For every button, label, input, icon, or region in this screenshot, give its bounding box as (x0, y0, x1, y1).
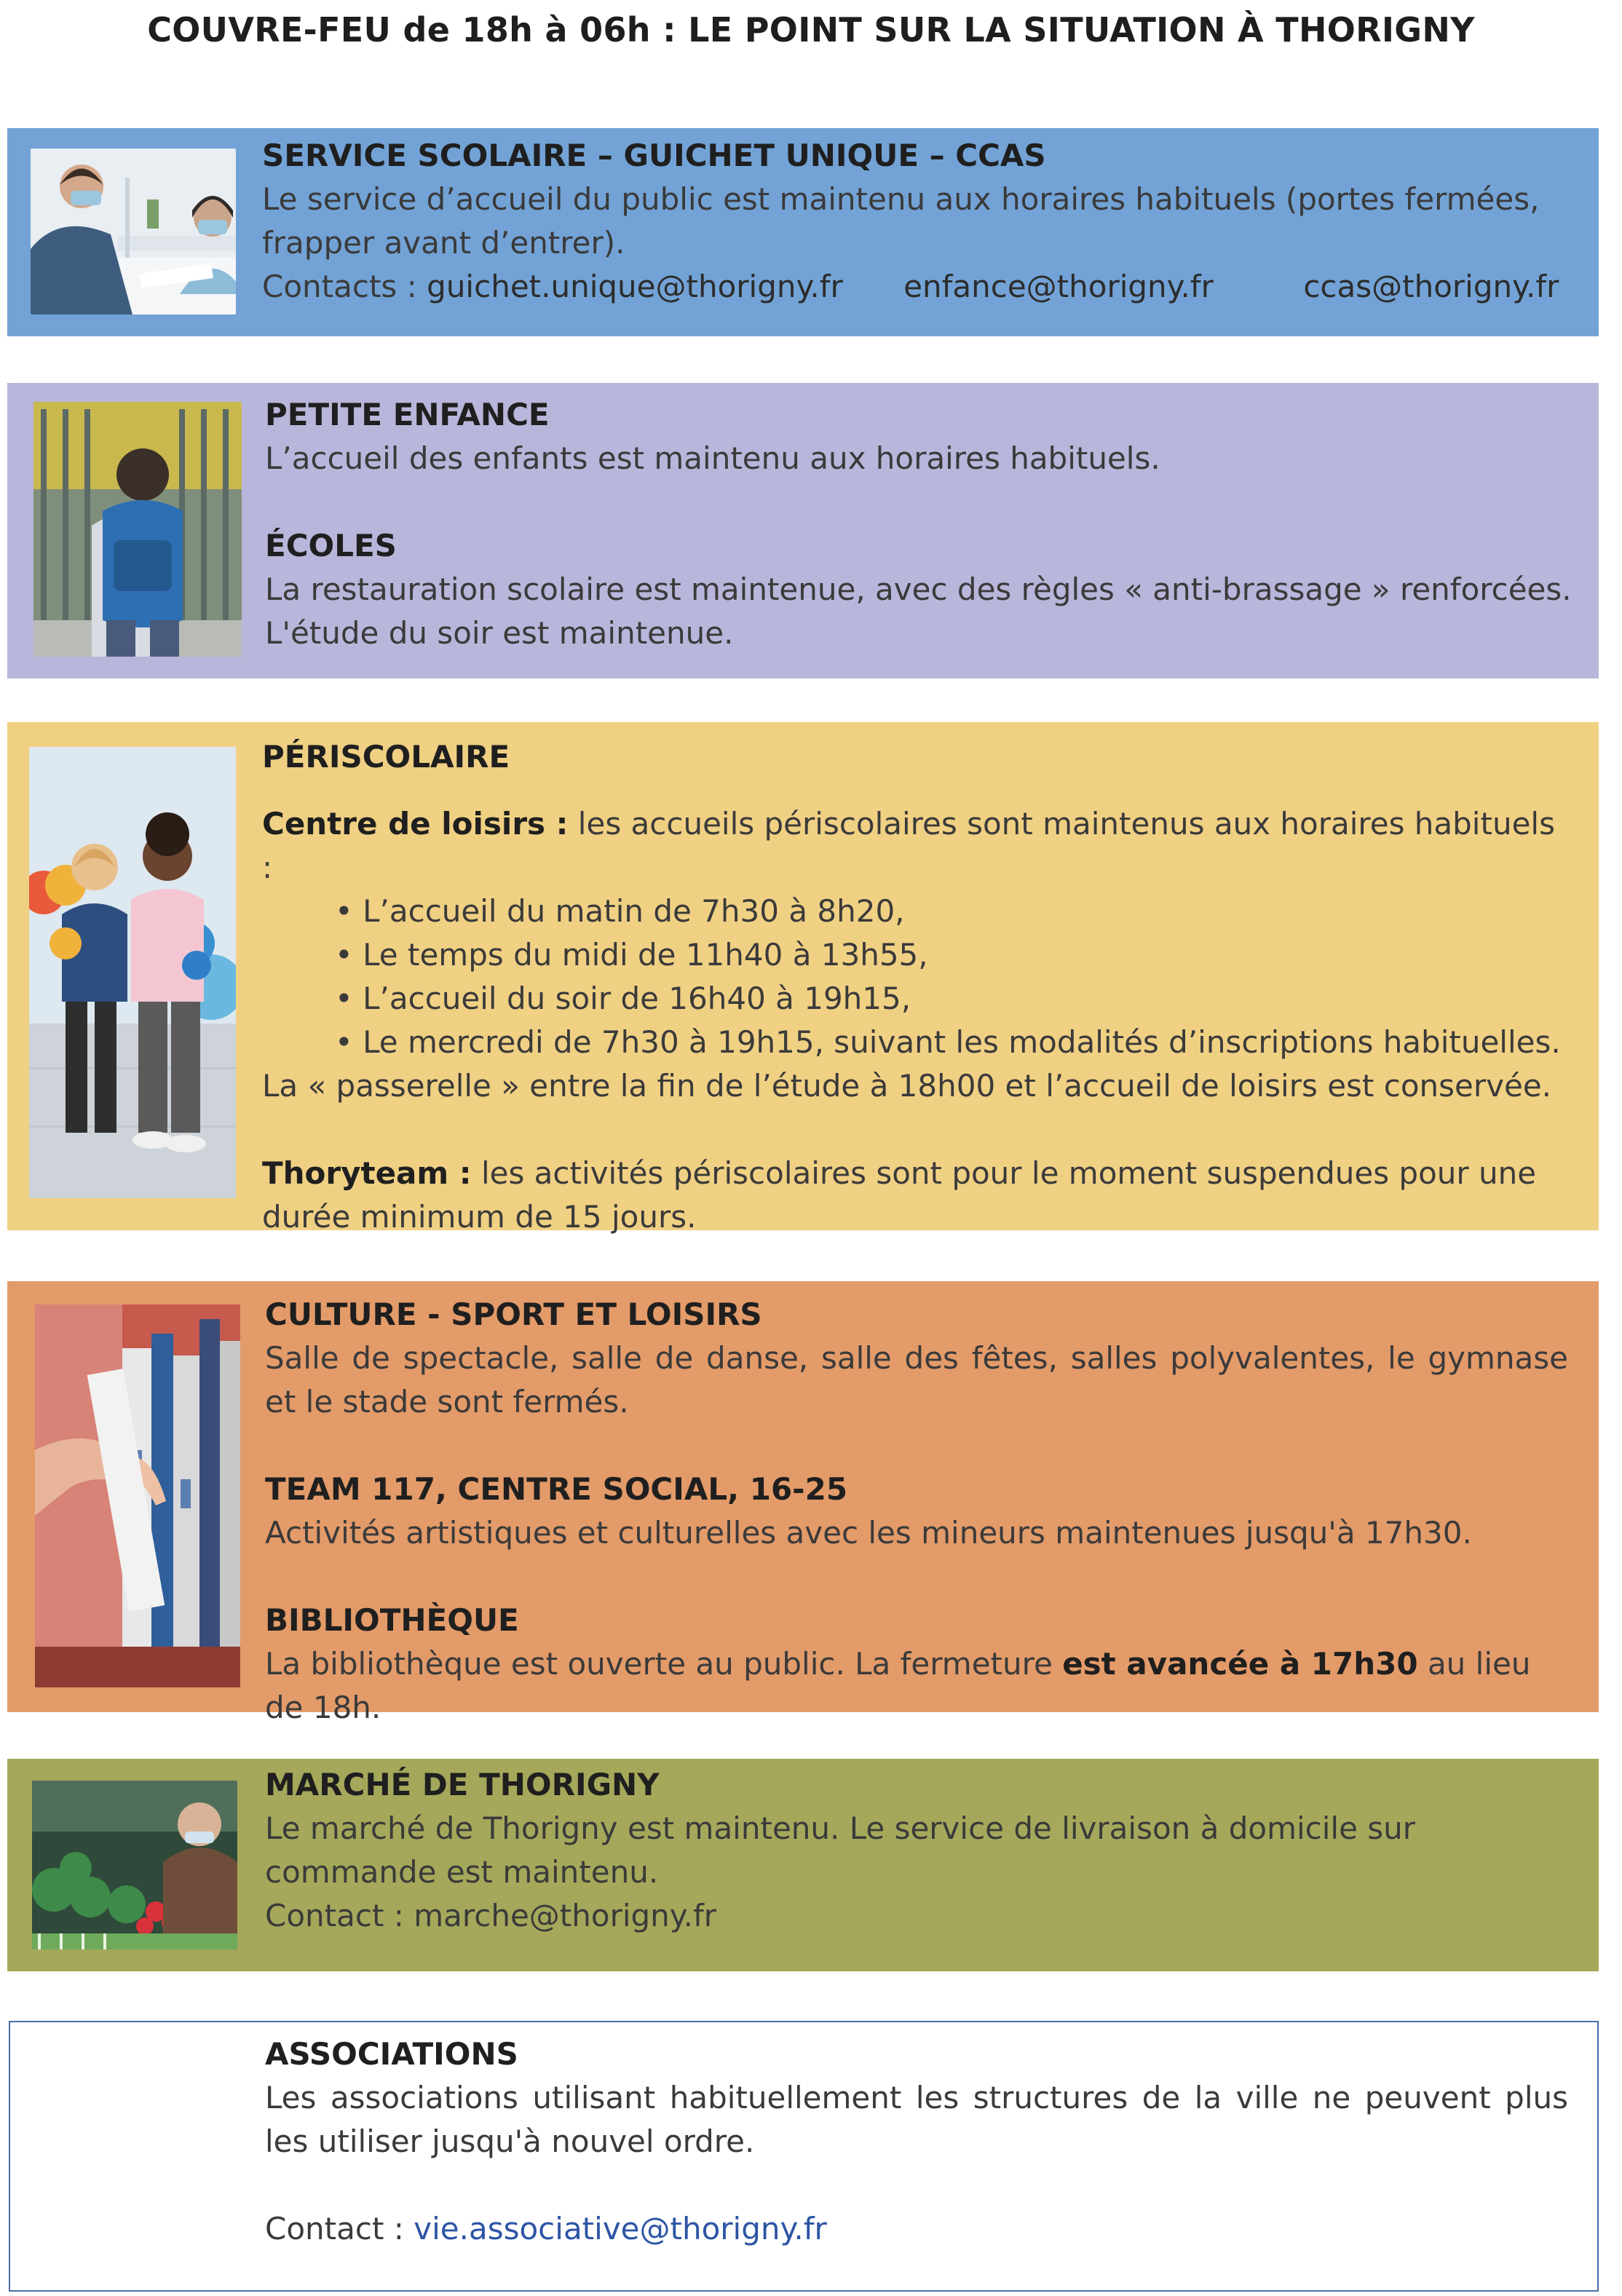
marche-block (7, 1759, 1599, 1971)
bibliotheque-text-a: La bibliothèque est ouverte au public. La fermeture (265, 1646, 1063, 1682)
marche-content (265, 1763, 1575, 1938)
associations-text: Les associations utilisant habituellement les structures de la ville ne peuvent plus les utiliser jusqu'à nouvel ordre. (265, 2080, 1568, 2159)
vie-associative-link[interactable]: vie.associative@thorigny.fr (414, 2211, 827, 2246)
contacts-label: Contacts : (262, 269, 417, 304)
associations-block (9, 2021, 1599, 2292)
thoryteam-text: les activités périscolaires sont pour le moment suspendues pour une durée minimum de 15 jours. (262, 1155, 1537, 1235)
page-title: COUVRE-FEU de 18h à 06h : LE POINT SUR LA SITUATION À THORIGNY (147, 10, 1475, 50)
passerelle-text: La « passerelle » entre la fin de l’étude à 18h00 et l’accueil de loisirs est conservée. (262, 1068, 1552, 1104)
bullet-matin: • L’accueil du matin de 7h30 à 8h20, (335, 893, 905, 929)
email-ccas-link[interactable]: ccas@thorigny.fr (1303, 269, 1559, 304)
petite-enfance-text: L’accueil des enfants est maintenu aux horaires habituels. (265, 440, 1160, 476)
scolaire-content (262, 134, 1572, 309)
library-books-photo (35, 1305, 240, 1687)
email-enfance-link[interactable]: enfance@thorigny.fr (903, 269, 1214, 304)
periscolaire-content (262, 735, 1572, 1239)
scolaire-text: Le service d’accueil du public est maintenu aux horaires habituels (portes fermées, frapper avant d’entrer). (262, 181, 1540, 261)
marche-contact[interactable]: Contact : marche@thorigny.fr (265, 1898, 717, 1933)
culture-heading: CULTURE - SPORT ET LOISIRS (265, 1297, 762, 1332)
market-vendor-photo (32, 1781, 237, 1949)
associations-heading: ASSOCIATIONS (265, 2036, 518, 2072)
bullet-midi: • Le temps du midi de 11h40 à 13h55, (335, 937, 928, 973)
bullet-soir: • L’accueil du soir de 16h40 à 19h15, (335, 981, 911, 1016)
enfance-content (265, 393, 1575, 655)
scolaire-contacts (262, 265, 1572, 309)
bibliotheque-text-c: au lieu de 18h. (265, 1646, 1531, 1725)
thoryteam-line (262, 1152, 1572, 1239)
centre-loisirs-line (262, 802, 1572, 890)
associations-contact-line (265, 2207, 1568, 2251)
bibliotheque-heading: BIBLIOTHÈQUE (265, 1602, 519, 1638)
ecoles-text: La restauration scolaire est maintenue, avec des règles « anti-brassage » renforcées. (265, 571, 1572, 607)
bibliotheque-text-bold: est avancée à 17h30 (1062, 1646, 1418, 1682)
petite-enfance-heading: PETITE ENFANCE (265, 397, 550, 432)
periscolaire-heading: PÉRISCOLAIRE (262, 739, 510, 775)
children-photo (29, 747, 236, 1198)
culture-text: Salle de spectacle, salle de danse, salle des fêtes, salles polyvalentes, le gymnase et le stade sont fermés. (265, 1340, 1568, 1420)
bullet-mercredi: • Le mercredi de 7h30 à 19h15, suivant les modalités d’inscriptions habituelles. (335, 1024, 1561, 1060)
centre-loisirs-label: Centre de loisirs : (262, 806, 569, 842)
scolaire-heading: SERVICE SCOLAIRE – GUICHET UNIQUE – CCAS (262, 138, 1046, 173)
team117-text: Activités artistiques et culturelles avec les mineurs maintenues jusqu'à 17h30. (265, 1515, 1472, 1551)
marche-text: Le marché de Thorigny est maintenu. Le service de livraison à domicile sur commande est maintenu. (265, 1810, 1416, 1890)
marche-heading: MARCHÉ DE THORIGNY (265, 1767, 660, 1802)
child-backpack-photo (33, 402, 242, 657)
team117-heading: TEAM 117, CENTRE SOCIAL, 16-25 (265, 1471, 848, 1507)
culture-content (265, 1293, 1568, 1730)
ecoles-heading: ÉCOLES (265, 528, 397, 563)
thoryteam-label: Thoryteam : (262, 1155, 472, 1191)
email-guichet-link[interactable]: guichet.unique@thorigny.fr (427, 269, 843, 304)
scolaire-block (7, 128, 1599, 336)
reception-desk-photo (31, 149, 236, 314)
periscolaire-block (7, 722, 1599, 1235)
associations-contact-label: Contact : (265, 2211, 414, 2246)
culture-block (7, 1281, 1599, 1725)
bibliotheque-line (265, 1642, 1568, 1730)
enfance-block (7, 383, 1599, 678)
associations-content (265, 2032, 1568, 2251)
centre-loisirs-text: les accueils périscolaires sont maintenus aux horaires habituels : (262, 806, 1555, 885)
etude-text: L'étude du soir est maintenue. (265, 615, 734, 651)
